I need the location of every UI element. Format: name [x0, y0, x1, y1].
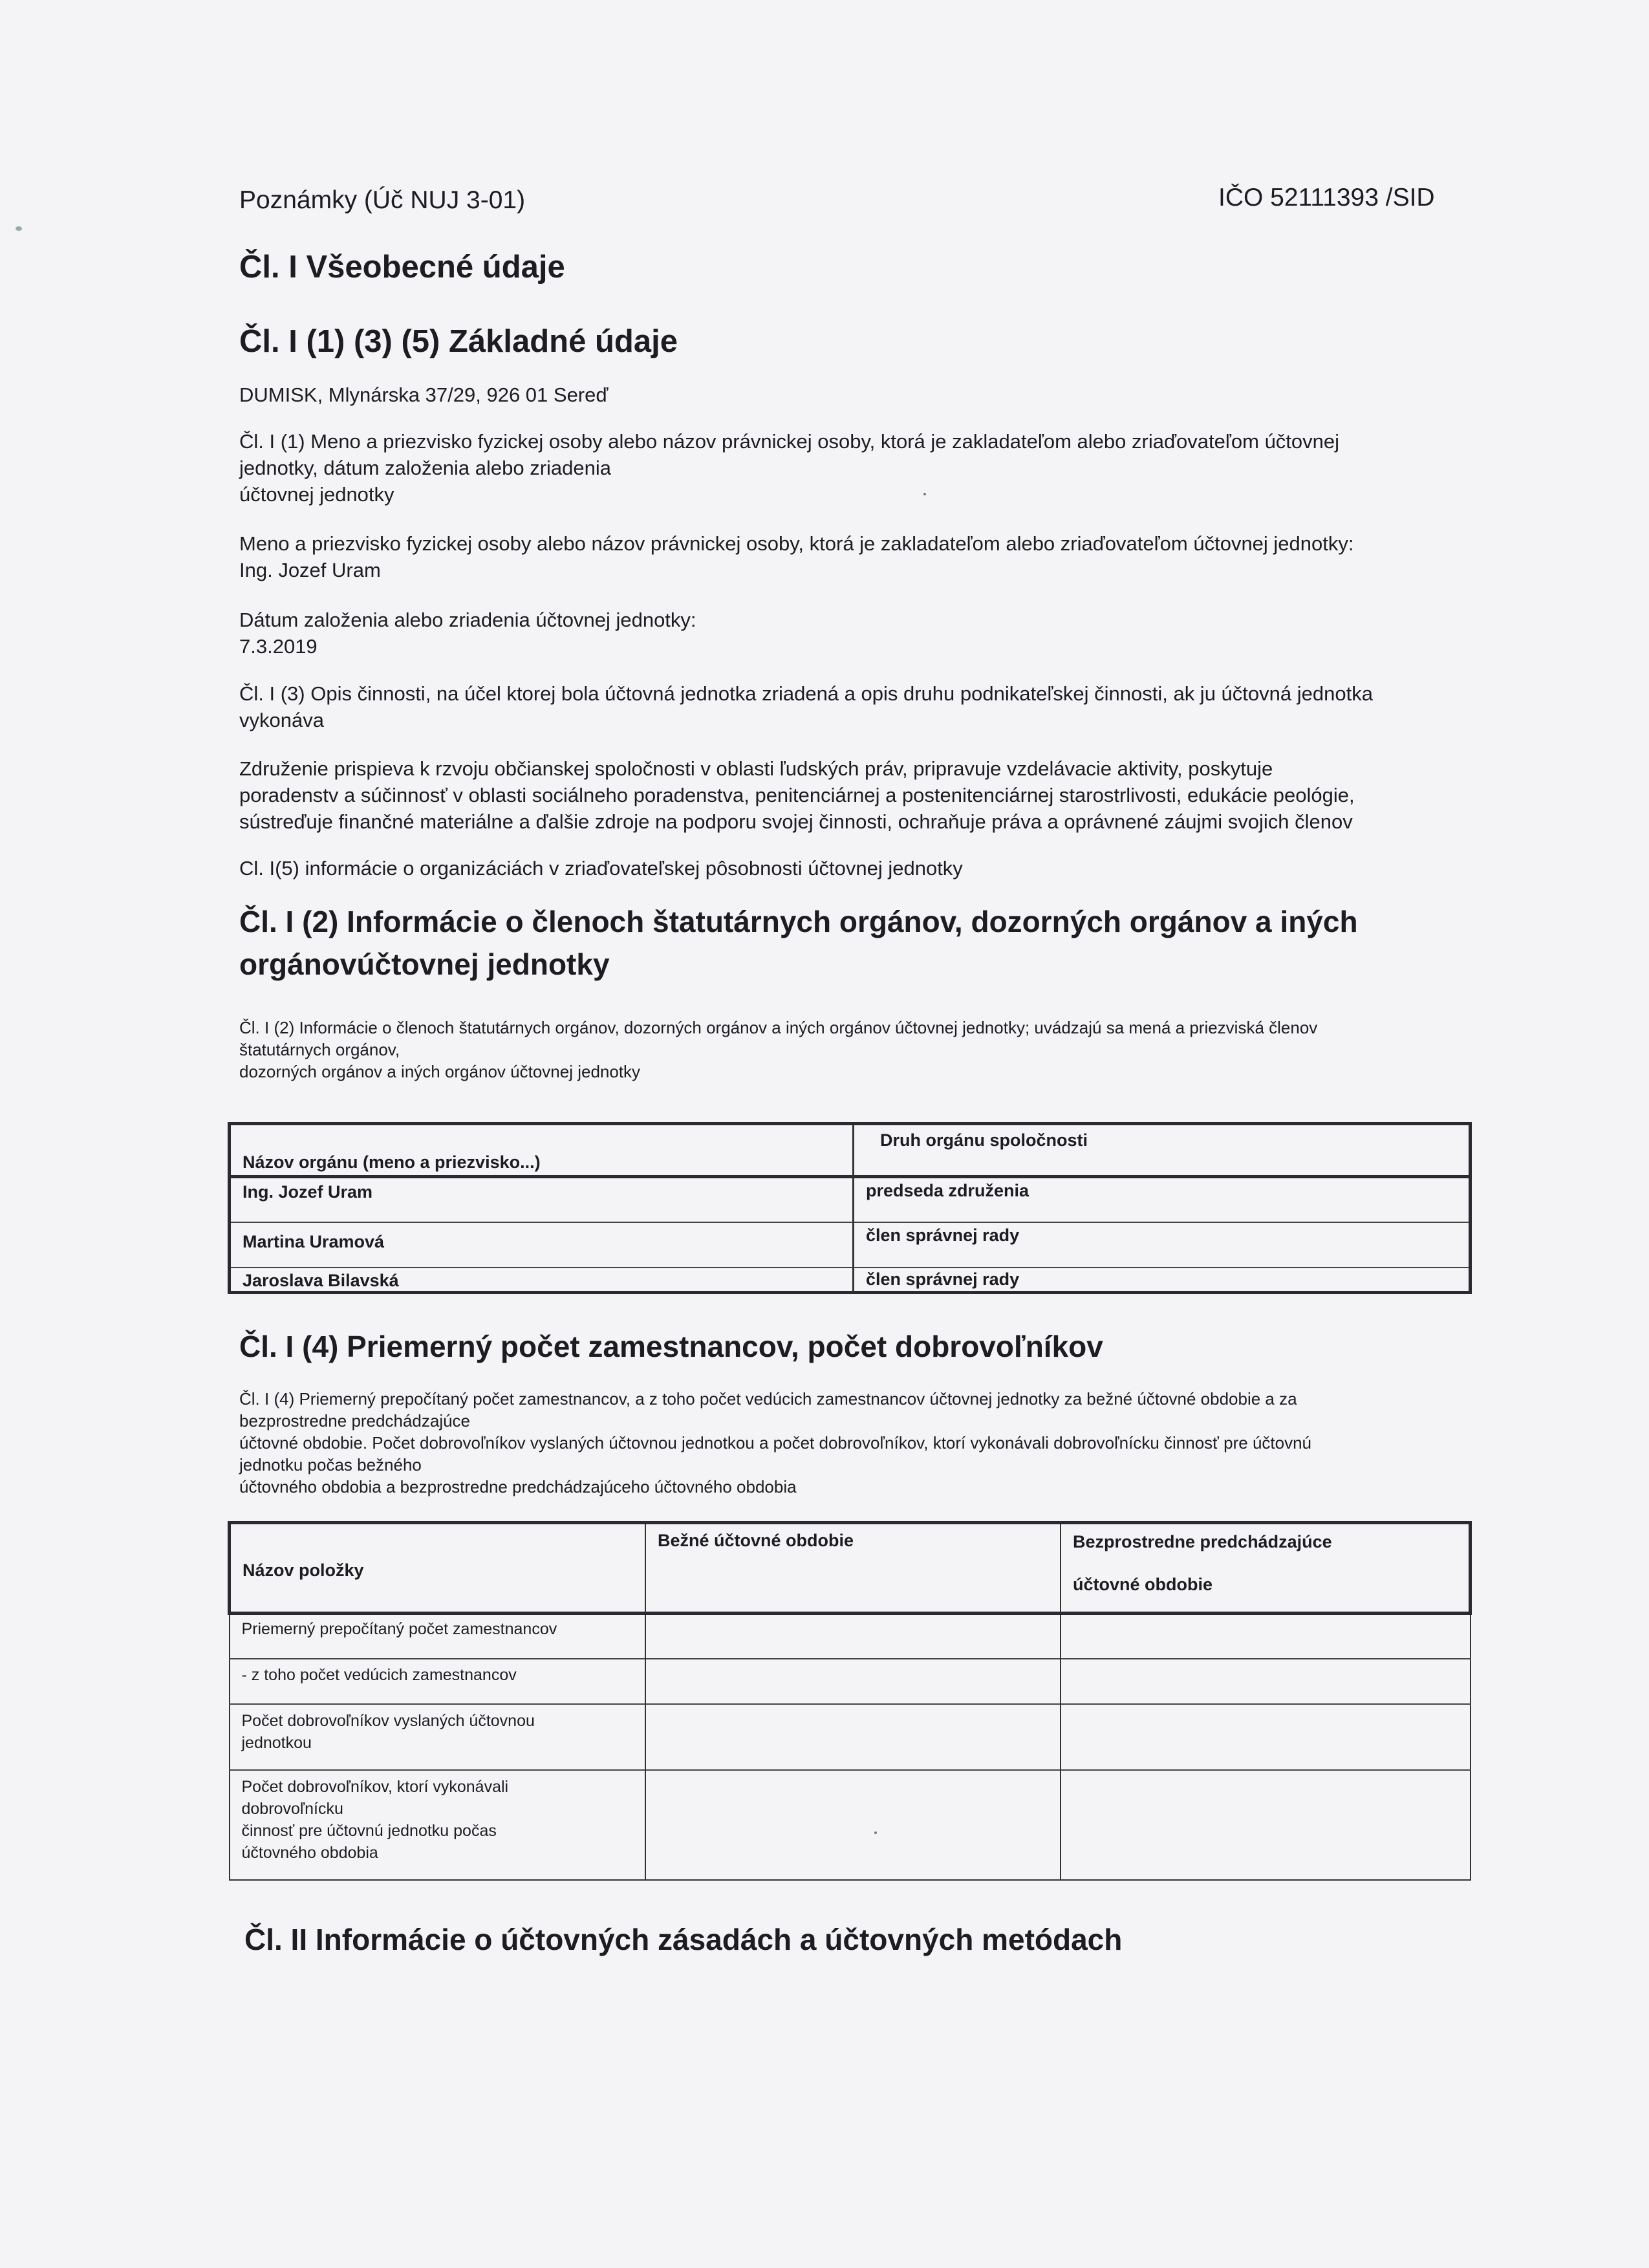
- item-previous: [1061, 1614, 1471, 1659]
- table-row: [230, 1704, 1471, 1770]
- founder-value: Ing. Jozef Uram: [239, 559, 381, 581]
- text-line: sústreďuje finančné materiálne a ďalšie zdroje na podporu svojej činnosti, ochraňuje práva a oprávnené záujmi svojich členov: [239, 810, 1353, 833]
- item-current: [645, 1614, 1061, 1659]
- members-description: [239, 1017, 1520, 1083]
- text-line: účtovnej jednotky: [239, 483, 394, 506]
- text-line: Čl. I (2) Informácie o členoch štatutárnych orgánov, dozorných orgánov a iných orgánov účtovnej jednotky; uvádzajú sa mená a priezviská členov: [239, 1018, 1318, 1037]
- member-name: Martina Uramová: [230, 1222, 854, 1268]
- text-line: dozorných orgánov a iných orgánov účtovnej jednotky: [239, 1062, 641, 1081]
- text-line: účtovné obdobie. Počet dobrovoľníkov vyslaných účtovnou jednotkou a počet dobrovoľníkov, ktorí vykonávali dobrovoľnícku činnosť pre účtovnú: [239, 1433, 1312, 1453]
- table-row: [230, 1614, 1471, 1659]
- section-title-general: Čl. I Všeobecné údaje: [239, 250, 565, 285]
- table-row: [230, 1177, 1471, 1222]
- activity-description: [239, 755, 1513, 835]
- item-previous: [1061, 1704, 1471, 1770]
- header-line: účtovné obdobie: [1073, 1575, 1212, 1594]
- label-line: Počet dobrovoľníkov, ktorí vykonávali: [241, 1777, 509, 1796]
- text-line: Združenie prispieva k rzvoju občianskej spoločnosti v oblasti ľudských práv, pripravuje vzdelávacie aktivity, poskytuje: [239, 757, 1273, 780]
- header-line: Bezprostredne predchádzajúce: [1073, 1532, 1332, 1551]
- page-header-left: Poznámky (Úč NUJ 3-01): [239, 186, 526, 214]
- members-header-name: Názov orgánu (meno a priezvisko...): [230, 1124, 854, 1177]
- item-current: [645, 1659, 1061, 1704]
- member-type: predseda združenia: [866, 1181, 1029, 1200]
- scan-dust-mark: [16, 226, 22, 231]
- item-previous: [1061, 1770, 1471, 1880]
- item-previous: [1061, 1659, 1471, 1704]
- table-row: [230, 1268, 1471, 1293]
- item-label: [230, 1704, 646, 1770]
- title-line: orgánovúčtovnej jednotky: [239, 947, 610, 981]
- founding-date-label: Dátum založenia alebo zriadenia účtovnej jednotky:: [239, 609, 696, 631]
- member-name: Jaroslava Bilavská: [230, 1268, 854, 1293]
- text-line: účtovného obdobia a bezprostredne predchádzajúceho účtovného obdobia: [239, 1477, 797, 1496]
- label-line: účtovného obdobia: [241, 1843, 378, 1862]
- founding-date-block: [239, 607, 696, 660]
- label-line: dobrovoľnícku: [241, 1799, 343, 1818]
- members-header-type: Druh orgánu spoločnosti: [880, 1130, 1088, 1150]
- title-line: Čl. I (2) Informácie o členoch štatutárnych orgánov, dozorných orgánov a iných: [239, 905, 1358, 938]
- employees-header-current: Bežné účtovné obdobie: [645, 1523, 1061, 1614]
- label-line: - z toho počet vedúcich zamestnancov: [241, 1665, 517, 1684]
- section-subtitle-basic-data: Čl. I (1) (3) (5) Základné údaje: [239, 324, 678, 359]
- text-line: poradenstv a súčinnosť v oblasti sociálneho poradenstva, penitenciárnej a postenitenciárnej starostrlivosti, edukácie peológie,: [239, 784, 1355, 806]
- founding-date-value: 7.3.2019: [239, 635, 318, 658]
- employees-table: [228, 1521, 1472, 1881]
- text-line: vykonáva: [239, 709, 324, 731]
- section-title-employees: Čl. I (4) Priemerný počet zamestnancov, počet dobrovoľníkov: [239, 1330, 1103, 1363]
- member-type: člen správnej rady: [866, 1225, 1020, 1245]
- item-current: [645, 1770, 1061, 1880]
- employees-header-item: Názov položky: [230, 1523, 646, 1614]
- page-header-ico: IČO 52111393 /SID: [1218, 184, 1435, 211]
- members-table: [228, 1122, 1472, 1294]
- text-line: jednotky, dátum založenia alebo zriadenia: [239, 457, 612, 479]
- text-line: Čl. I (3) Opis činnosti, na účel ktorej bola účtovná jednotka zriadená a opis druhu podnikateľskej činnosti, ak ju účtovná jednotka: [239, 682, 1373, 705]
- member-name: Ing. Jozef Uram: [230, 1177, 854, 1222]
- table-row: [230, 1222, 1471, 1268]
- table-row: [230, 1770, 1471, 1880]
- employees-header-previous: [1061, 1523, 1471, 1614]
- item-current: [645, 1704, 1061, 1770]
- text-line: jednotku počas bežného: [239, 1455, 422, 1474]
- text-line: bezprostredne predchádzajúce: [239, 1411, 471, 1431]
- table-row: [230, 1659, 1471, 1704]
- employees-description: [239, 1388, 1526, 1498]
- article-1-5-description: Cl. I(5) informácie o organizáciách v zriaďovateľskej pôsobnosti účtovnej jednotky: [239, 857, 963, 880]
- label-line: Počet dobrovoľníkov vyslaných účtovnou: [241, 1711, 535, 1730]
- article-1-1-description: [239, 428, 1494, 508]
- text-line: Čl. I (1) Meno a priezvisko fyzickej osoby alebo názov právnickej osoby, ktorá je zakladateľom alebo zriaďovateľom účtovnej: [239, 430, 1340, 453]
- item-label: [230, 1659, 646, 1704]
- label-line: jednotkou: [241, 1733, 312, 1752]
- label-line: činnosť pre účtovnú jednotku počas: [241, 1821, 497, 1840]
- founder-block: [239, 530, 1507, 583]
- text-line: štatutárnych orgánov,: [239, 1040, 400, 1059]
- founder-label: Meno a priezvisko fyzickej osoby alebo názov právnickej osoby, ktorá je zakladateľom alebo zriaďovateľom účtovnej jednotky:: [239, 532, 1354, 555]
- organization-address: DUMISK, Mlynárska 37/29, 926 01 Sereď: [239, 383, 609, 406]
- item-label: [230, 1770, 646, 1880]
- article-1-3-description: [239, 680, 1513, 733]
- section-title-accounting-principles: Čl. II Informácie o účtovných zásadách a účtovných metódach: [244, 1923, 1123, 1956]
- member-type: člen správnej rady: [866, 1269, 1020, 1289]
- item-label: [230, 1614, 646, 1659]
- section-title-members: [239, 900, 1520, 986]
- scan-dust-mark: [923, 493, 926, 495]
- text-line: Čl. I (4) Priemerný prepočítaný počet zamestnancov, a z toho počet vedúcich zamestnancov účtovnej jednotky za bežné účtovné obdobie a za: [239, 1389, 1297, 1409]
- scan-dust-mark: [874, 1831, 877, 1834]
- label-line: Priemerný prepočítaný počet zamestnancov: [241, 1620, 557, 1638]
